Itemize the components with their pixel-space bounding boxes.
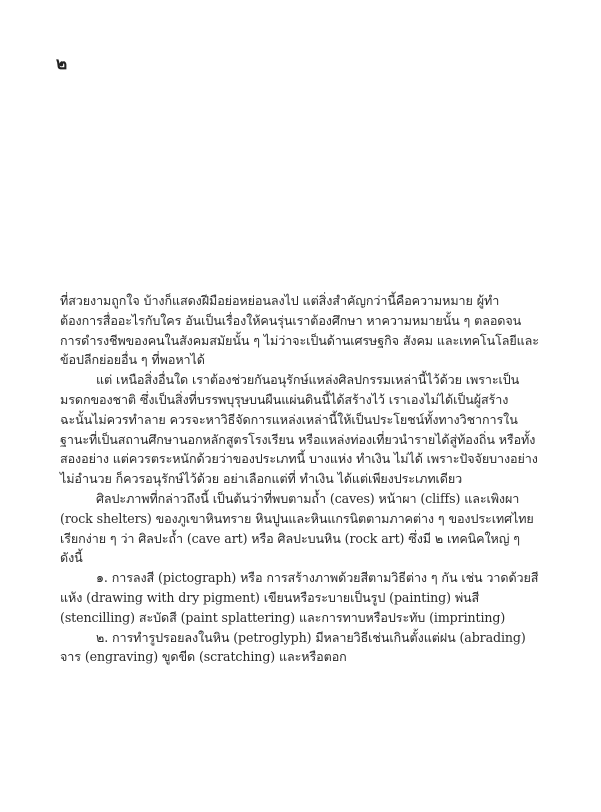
paragraph-intro: ที่สวยงามถูกใจ บ้างก็แสดงฝีมือย่อหย่อนลงไป แต่สิ่งสำคัญกว่านี้คือความหมาย ผู้ทำต้องการสื่ออะไรกับใคร อันเป็นเรื่องให้คนรุ่นเราต้องศึกษา หาความหมายนั้น ๆ ตลอดจนการดำรงชีพของคนในสังคมสมัยนั้น ๆ ไม่ว่าจะเป็นด้านเศรษฐกิจ สังคม และเทคโนโลยีและข้อปลีกย่อยอื่น ๆ ที่พอหาได้	[60, 293, 539, 368]
paragraph-petroglyph: ๒. การทำรูปรอยลงในหิน (petroglyph) มีหลายวิธีเช่นเกินตั้งแต่ฝน (abrading) จาร (engraving) ขูดขีด (scratching) และหรือตอก	[60, 629, 526, 665]
paragraph-conservation: แต่ เหนือสิ่งอื่นใด เราต้องช่วยกันอนุรักษ์แหล่งศิลปกรรมเหล่านี้ไว้ด้วย เพราะเป็นมรดกของชาติ ซึ่งเป็นสิ่งที่บรรพบุรุษบนผืนแผ่นดินนี้ได้สร้างไว้ เราเองไม่ได้เป็นผู้สร้าง ฉะนั้นไม่ควรทำลาย ควรจะหาวิธีจัดการแหล่งเหล่านี้ให้เป็นประโยชน์ทั้งทางวิชาการในฐานะที่เป็นสถานศึกษานอกหลักสูตรโรงเรียน หรือแหล่งท่องเที่ยวนำรายได้สู่ท้องถิ่น หรือทั้งสองอย่าง แต่ควรตระหนักด้วยว่าของประเภทนี้ บางแห่ง ทำเงิน ไม่ได้ เพราะปัจจัยบางอย่างไม่อำนวย ก็ควรอนุรักษ์ไว้ด้วย อย่าเลือกแต่ที่ ทำเงิน ได้แต่เพียงประเภทเดียว	[60, 372, 538, 487]
paragraph-pictograph: ๑. การลงสี (pictograph) หรือ การสร้างภาพด้วยสีตามวิธีต่าง ๆ กัน เช่น วาดด้วยสีแห้ง (drawing with dry pigment) เขียนหรือระบายเป็นรูป (painting) พ่นสี (stencilling) สะบัดสี (paint splattering) และการทาบหรือประทับ (imprinting)	[60, 570, 539, 625]
body-text	[60, 291, 540, 667]
paragraph-rock-art: ศิลปะภาพที่กล่าวถึงนี้ เป็นต้นว่าที่พบตามถ้ำ (caves) หน้าผา (cliffs) และเพิงผา (rock shelters) ของภูเขาหินทราย หินปูนและหินแกรนิตตามภาคต่าง ๆ ของประเทศไทย เรียกง่าย ๆ ว่า ศิลปะถ้ำ (cave art) หรือ ศิลปะบนหิน (rock art) ซึ่งมี ๒ เทคนิคใหญ่ ๆ ดังนี้	[60, 490, 534, 566]
page-number: ๒	[56, 54, 68, 74]
